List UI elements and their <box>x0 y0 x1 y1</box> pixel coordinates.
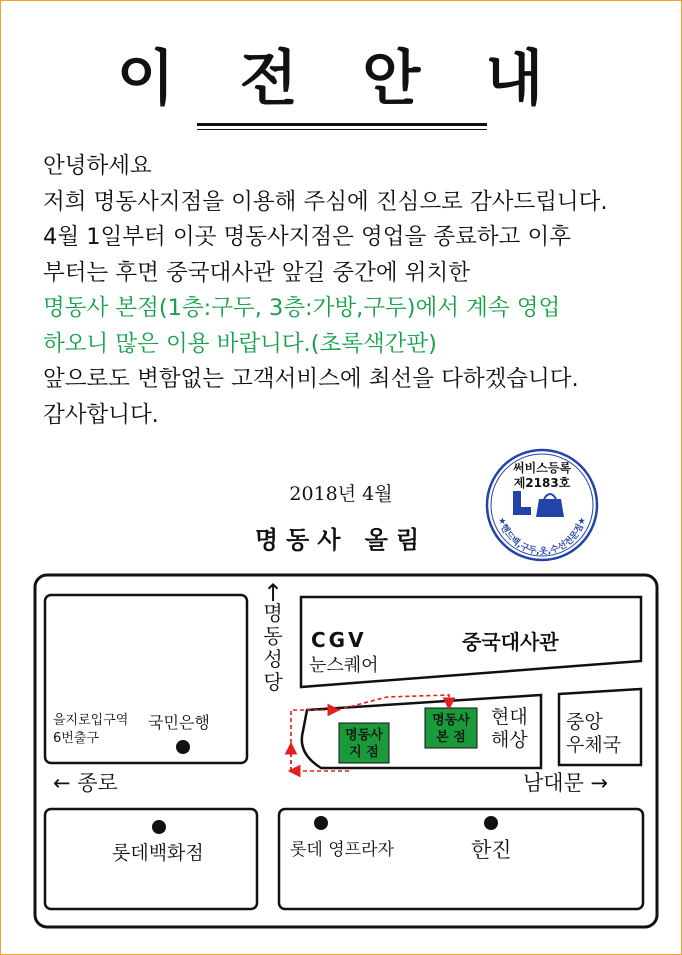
lotte-dept-label: 롯데백화점 <box>112 842 204 864</box>
post-office-label-2: 우체국 <box>566 734 622 756</box>
signature: 명동사 올림 <box>254 526 428 554</box>
hanjin-marker <box>484 816 498 830</box>
young-plaza-marker <box>314 816 328 830</box>
page-title: 이 전 안 내 <box>116 44 566 114</box>
stamp-line2: 제2183호 <box>513 476 571 490</box>
kookmin-bank-label: 국민은행 <box>148 713 210 732</box>
thank-you-line: 감사합니다. <box>43 401 159 428</box>
cgv-label: CGV <box>311 628 367 652</box>
thanks-line: 저희 명동사지점을 이용해 주심에 진심으로 감사드립니다. <box>43 188 608 215</box>
cathedral-char-1: 명 <box>263 601 283 625</box>
closing-line: 4월 1일부터 이곳 명동사지점은 영업을 종료하고 이후 <box>43 224 571 250</box>
boot-bag-icon <box>513 491 564 517</box>
main-store-label: 명동사 <box>432 713 470 728</box>
hanjin-label: 한진 <box>471 838 512 862</box>
branch-store-label-2: 지 점 <box>349 745 379 760</box>
main-store-label-2: 본 점 <box>436 730 466 745</box>
branch-store-label: 명동사 <box>345 728 383 743</box>
cathedral-char-2: 동 <box>263 624 283 648</box>
jongno-direction: ← 종로 <box>53 771 118 795</box>
embassy-label: 중국대사관 <box>462 630 559 654</box>
map-and-stamp <box>1 1 681 954</box>
cathedral-char-3: 성 <box>263 647 283 671</box>
kookmin-bank-marker <box>176 740 190 754</box>
hyundai-label-2: 해상 <box>491 729 528 751</box>
notice-date: 2018년 4월 <box>289 483 393 505</box>
young-plaza-label: 롯데 영프라자 <box>290 840 394 860</box>
location-line: 부터는 후면 중국대사관 앞길 중간에 위치한 <box>43 259 470 286</box>
cathedral-char-4: 당 <box>263 670 283 694</box>
euljiro-station-label: 을지로입구역 <box>53 713 129 728</box>
greeting-line: 안녕하세요 <box>43 153 152 179</box>
noonsquare-label: 눈스퀘어 <box>309 655 379 676</box>
post-office-label: 중앙 <box>566 711 603 733</box>
namdaemun-direction: 남대문 → <box>523 771 609 795</box>
stamp-ring-text: ★핸드백,구두,옷,수선전문점★ <box>495 516 589 558</box>
stamp-line1: 써비스등록 <box>513 461 571 475</box>
north-arrow-icon: ↑ <box>262 579 284 607</box>
hyundai-label: 현대 <box>491 706 528 728</box>
service-line: 앞으로도 변함없는 고객서비스에 최선을 다하겠습니다. <box>43 366 579 392</box>
svg-text:★핸드백,구두,옷,수선전문점★ <box>496 516 589 557</box>
green-sign-line: 하오니 많은 이용 바랍니다.(초록색간판) <box>43 330 437 357</box>
service-registration-stamp <box>487 450 597 560</box>
lotte-dept-marker <box>152 820 166 834</box>
euljiro-exit-label: 6번출구 <box>53 731 99 746</box>
main-store-line: 명동사 본점(1층:구두, 3층:가방,구두)에서 계속 영업 <box>43 295 561 321</box>
